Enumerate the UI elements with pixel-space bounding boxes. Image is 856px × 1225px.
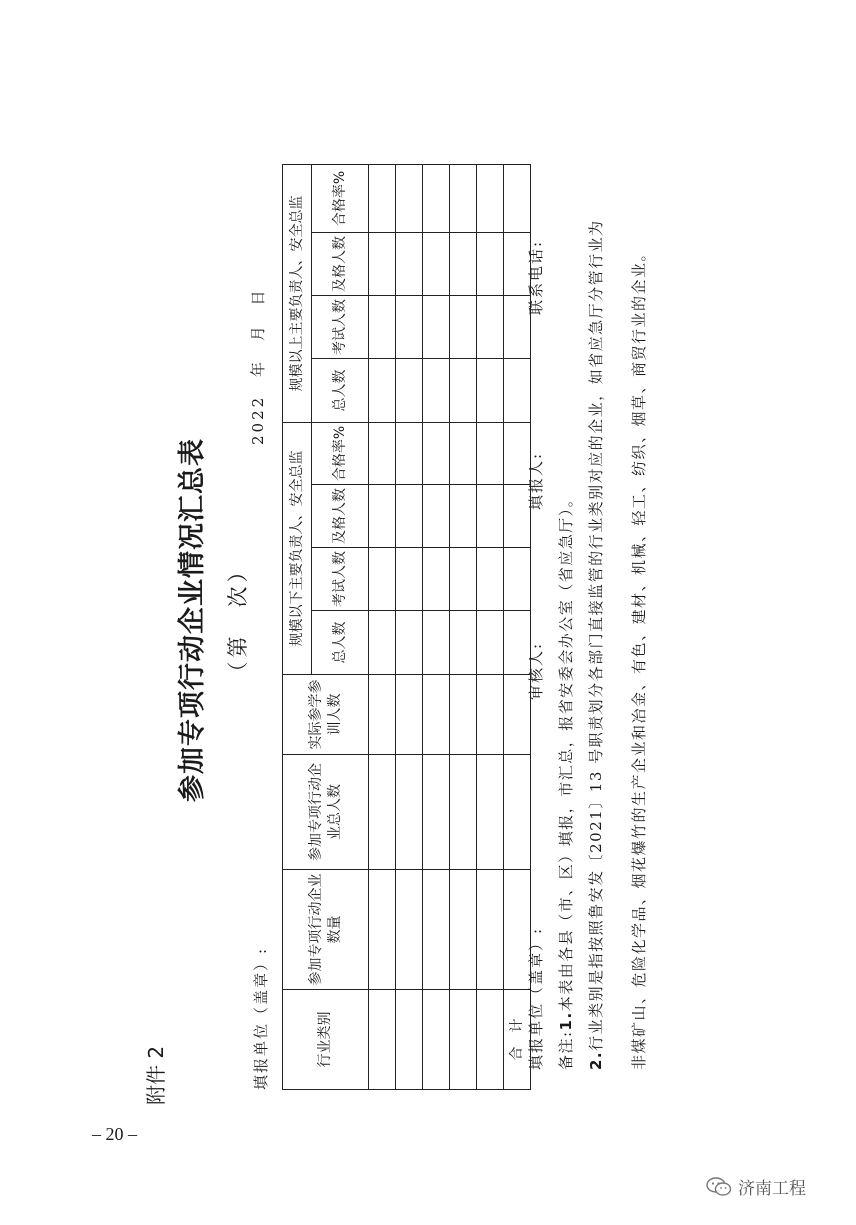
footer-filler: 填报人: <box>527 451 545 510</box>
table-row <box>369 165 396 1090</box>
header-enterprise-count: 参加专项行动企业数量 <box>283 870 369 990</box>
total-row-label: 合 计 <box>504 990 531 1090</box>
header-below-exam: 考试人数 <box>312 548 369 611</box>
watermark <box>706 1174 806 1202</box>
table-row <box>396 165 423 1090</box>
header-industry: 行业类别 <box>283 990 369 1090</box>
header-total-people: 参加专项行动企业总人数 <box>283 755 369 870</box>
note-2-continued: 非煤矿山、危险化学品、烟花爆竹的生产企业和冶金、有色、建材、机械、轻工、纺织、烟草、商贸行业的企业。 <box>630 244 648 1070</box>
note-2-text: 行业类别是指按照鲁安发〔2021〕13 号职责划分各部门直接监管的行业类别对应的企业，如省应急厅分管行业为 <box>587 219 605 1051</box>
header-above-total: 总人数 <box>312 359 369 423</box>
header-above-rate: 合格率% <box>312 165 369 233</box>
header-below-total: 总人数 <box>312 611 369 675</box>
header-above-exam: 考试人数 <box>312 296 369 359</box>
attachment-label: 附件 2 <box>144 1045 168 1105</box>
header-above-group: 规模以上主要负责人、安全总监 <box>283 165 312 423</box>
watermark-text: 济南工程 <box>738 1179 806 1199</box>
footer-fill-unit: 填报单位（盖章）: <box>527 926 545 1070</box>
header-above-pass: 及格人数 <box>312 233 369 296</box>
note-1-text: 本表由各县（市、区）填报，市汇总，报省安委会办公室（省应急厅）。 <box>557 490 575 1012</box>
page-number: – 20 – <box>92 1124 137 1144</box>
wechat-icon <box>706 1177 732 1202</box>
table-row <box>450 165 477 1090</box>
header-trained: 实际参学参训人数 <box>283 675 369 755</box>
footer-phone: 联系电话: <box>527 239 545 315</box>
note-2-number: 2. <box>587 1050 605 1070</box>
note-1 <box>555 491 576 1070</box>
note-2 <box>585 219 606 1070</box>
table-row <box>423 165 450 1090</box>
header-below-group: 规模以下主要负责人、安全总监 <box>283 423 312 675</box>
header-below-pass: 及格人数 <box>312 485 369 548</box>
document-subtitle: （第 次） <box>226 557 250 683</box>
summary-table <box>282 164 531 1090</box>
fill-unit-label: 填报单位（盖章）: <box>252 946 270 1090</box>
note-1-number: 1. <box>557 1011 575 1031</box>
table-row <box>477 165 504 1090</box>
note-prefix: 备注: <box>557 1030 575 1070</box>
header-below-rate: 合格率% <box>312 423 369 485</box>
document-title: 参加专项行动企业情况汇总表 <box>177 438 208 802</box>
footer-reviewer: 审核人: <box>527 641 545 700</box>
date-line: 2022 年 月 日 <box>249 287 267 445</box>
rotated-document <box>132 130 672 1110</box>
